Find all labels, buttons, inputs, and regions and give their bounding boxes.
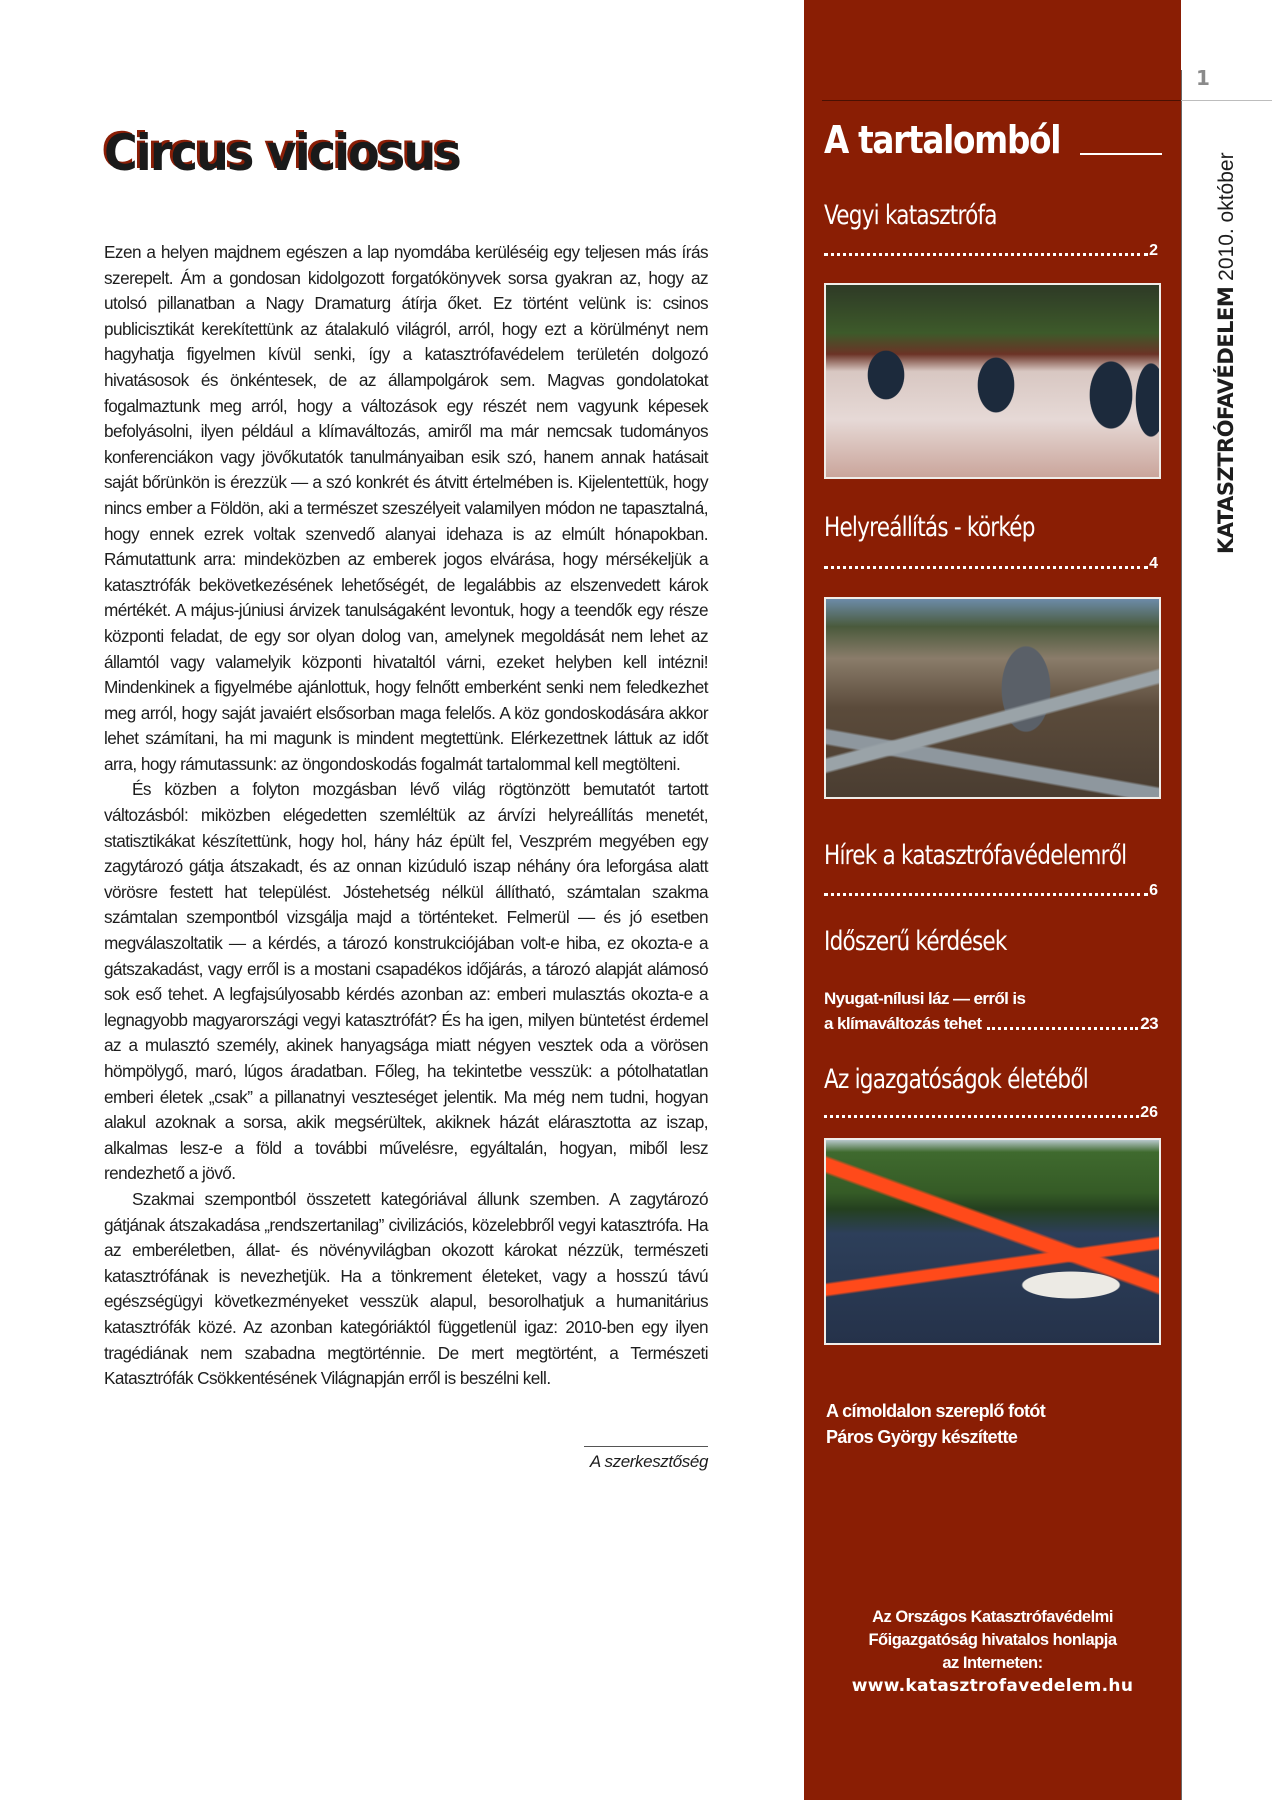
website-info <box>810 1606 1175 1698</box>
toc-page-number: 4 <box>1149 555 1158 572</box>
dot-leader <box>824 566 1148 569</box>
article-paragraph: Szakmai szempontból összetett kategóriával állunk szemben. A zagytározó gátjának átszakadása „rendszertanilag” civilizációs, közelebbről vegyi katasztrófa. Ha az emberéletben, állat- és növényvilágban okozott károkat nézzük, természeti katasztrófának is nevezhetjük. Ha a tönkrement életeket, vagy a hosszú távú egészségügyi következményeket vesszük alapul, besorolhatjuk a humanitárius katasztrófák közé. Az azonban kategóriáktól függetlenül igaz: 2010-ben egy ilyen tragédiának nem szabadna megtörténnie. De mert megtörtént, a Természeti Katasztrófák Csökkentésének Világnapján erről is beszélni kell. <box>104 1188 708 1389</box>
cover-photo-credit <box>826 1398 1166 1450</box>
toc-page-number: 6 <box>1149 882 1158 899</box>
photo-credit-line1: A címoldalon szereplő fotót <box>826 1401 1046 1421</box>
toc-sidebar <box>804 0 1181 1800</box>
signature-divider <box>584 1446 708 1447</box>
toc-leader <box>824 1102 1158 1122</box>
toc-subentry-line2: a klímaváltozás tehet <box>824 1014 982 1033</box>
article-paragraph: És közben a folyton mozgásban lévő világ rögtönzött bemutatót tartott változásból: miközben elégedetten szemléltük az árvízi helyreállítás menetét, statisztikákat készítettünk, hogy hol, hány ház épült fel, Veszprém megyében egy zagytározó gátja átszakadt, és az onnan kizúduló iszap néhány óra leforgása alatt vörösre festett hat települést. Jóstehetség nélkül állítható, számtalan szakma számtalan szempontból vizsgálja majd a történteket. Felmerül — és jó esetben megválaszoltatik — a kérdés, a tározó konstrukciójában volt-e hiba, ez okozta-e a gátszakadást, vagy erről is a mostani csapadékos időjárás, a tározó alapját alámosó sok eső tehet. A legfajsúlyosabb kérdés azonban az: emberi mulasztás okozta-e a legnagyobb magyarországi vegyi katasztrófát? És ha igen, milyen büntetést érdemel az a mulasztó személy, akinek hanyagsága miatt négyen vesztek oda a vörösen hömpölygő, maró, lúgos áradatban. Főleg, ha tekintetbe vesszük: a pótolhatatlan emberi életek „csak” a pillanatnyi veszteséget jelentik. Ma még nem tudni, hogyan alakul azoknak a sorsa, akik megsérültek, akiknek házát elárasztotta az iszap, alkalmas lesz-e a föld a további művelésre, egyáltalán, hogyan, miből lesz rendezhető a jövő. <box>104 779 708 1184</box>
dot-leader <box>824 1115 1139 1118</box>
dot-leader <box>824 253 1148 256</box>
article-title: Circus viciosus <box>104 124 460 182</box>
photo-firefighters-in-red-sludge <box>824 283 1161 479</box>
website-line3: az Interneten: <box>942 1654 1043 1672</box>
masthead-vertical-label <box>1214 152 1239 554</box>
sidebar-top-rule <box>822 100 1182 101</box>
website-line2: Főigazgatóság hivatalos honlapja <box>868 1631 1117 1649</box>
toc-page-number: 26 <box>1140 1104 1158 1121</box>
toc-entry-helyreallitas[interactable]: Helyreállítás - körkép <box>824 512 1035 543</box>
toc-entry-igazgatosagok[interactable]: Az igazgatóságok életéből <box>824 1064 1088 1095</box>
website-url-link[interactable]: www.katasztrofavedelem.hu <box>851 1676 1134 1696</box>
dot-leader <box>824 893 1148 896</box>
toc-subentry-line1: Nyugat-nílusi láz — erről is <box>824 989 1026 1008</box>
website-line1: Az Országos Katasztrófavédelmi <box>872 1608 1113 1626</box>
magazine-name: KATASZTRÓFAVÉDELEM <box>1214 286 1238 554</box>
toc-entry-hirek[interactable]: Hírek a katasztrófavédelemről <box>824 840 1127 871</box>
photo-construction-foundation-work <box>824 597 1161 799</box>
article-signature: A szerkesztőség <box>589 1452 708 1471</box>
toc-entry-vegyi-katasztrofa[interactable]: Vegyi katasztrófa <box>824 200 997 231</box>
strip-top-rule <box>1181 100 1272 101</box>
toc-title: A tartalomból <box>824 118 1061 162</box>
page-number: 1 <box>1196 66 1210 90</box>
toc-leader <box>824 240 1158 260</box>
issue-date: 2010. október <box>1215 152 1238 281</box>
article-body <box>104 240 708 1392</box>
article-paragraph: Ezen a helyen majdnem egészen a lap nyomdába kerüléséig egy teljesen más írás szerepelt. Ám a gondosan kidolgozott forgatókönyvek sorsa gyakran az, hogy az utolsó pillanatban a Nagy Dramaturg átírja őket. Ez történt velünk is: csinos publicisztikát kerekítettünk az átalakuló világról, arról, hogy ezt a körülményt nem hagyhatja figyelmen kívül senki, így a katasztrófavédelem területén dolgozó hivatásosok és önkéntesek, de az állampolgárok sem. Magvas gondolatokat fogalmaztunk meg arról, hogy a változások egy részét nem vagyunk képesek befolyásolni, ilyen például a klímaváltozás, amiről ma már nemcsak tudományos konferenciákon vagy jövőkutatók tanulmányaiban esik szó, hanem annak hatásait saját bőrünkön is érezzük — a szó konkrét és átvitt értelmében is. Kijelentettük, hogy nincs ember a Földön, aki a természet szeszélyeit valamilyen módon ne tapasztalná, hogy ennek ezrek voltak szenvedő alanyai idehaza is az elmúlt hónapokban. Rámutattunk arra: mindeközben az emberek jogos elvárása, hogy mérsékeljük a katasztrófák bekövetkezésének lehetőségét, de legalábbis az elszenvedett károk mértékét. A május-júniusi árvizek tanulságaként levontuk, hogy a teendők egy része központi feladat, de egy sor olyan dolog van, amelynek megoldását nem lehet az államtól vagy valamelyik központi hivataltól várni, ezeket helyben kell intézni! Mindenkinek a figyelmébe ajánlottuk, hogy felnőtt emberként senki nem feledkezhet meg arról, hogy saját javaiért elsősorban maga felelős. A köz gondoskodására akkor lehet számítani, ha mi magunk is mindent megtettünk. Elérkezettnek láttuk az időt arra, hogy rámutassunk: az öngondoskodás fogalmát tartalommal kell megtölteni. <box>104 242 708 774</box>
toc-page-number: 23 <box>1140 1014 1158 1033</box>
toc-title-underline <box>1080 153 1162 155</box>
toc-entry-idoszeru-kerdesek[interactable]: Időszerű kérdések <box>824 926 1007 957</box>
toc-leader <box>824 880 1158 900</box>
photo-credit-line2: Páros György készítette <box>826 1427 1018 1447</box>
toc-subentry-nyugat-nilusi-laz[interactable] <box>824 986 1158 1036</box>
toc-leader <box>824 553 1158 573</box>
toc-page-number: 2 <box>1149 242 1158 259</box>
dot-leader <box>987 1027 1138 1030</box>
photo-oil-boom-on-lake <box>824 1138 1161 1345</box>
strip-divider <box>1181 70 1182 1800</box>
toc-subentry-row2 <box>824 1011 1158 1036</box>
